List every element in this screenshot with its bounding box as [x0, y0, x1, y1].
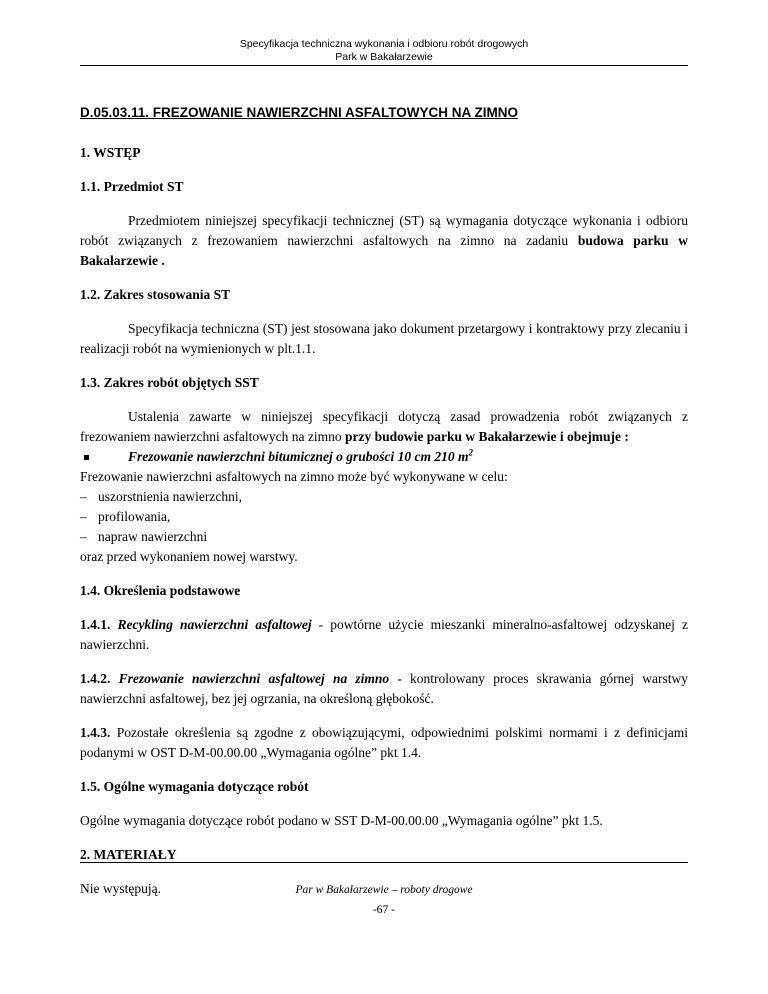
document-body	[80, 103, 688, 913]
definition-text: Pozostałe określenia są zgodne z obowiązującymi, odpowiednimi polskimi normami i z definicjami podanymi w OST D-M-00.00.00 „Wymagania ogólne” pkt 1.4.	[80, 725, 688, 760]
section-1-1-project-name: budowa parku w Bakałarzewie .	[80, 233, 688, 268]
page-number: -67 -	[372, 904, 396, 916]
section-1-1-paragraph	[80, 211, 688, 271]
square-bullet-icon	[84, 455, 89, 460]
header-line-2: Park w Bakałarzewie	[335, 51, 433, 63]
header-line-1: Specyfikacja techniczna wykonania i odbioru robót drogowych	[239, 38, 529, 50]
definition-number: 1.4.2.	[80, 671, 119, 686]
page-footer	[80, 880, 688, 920]
definition-1-4-1	[80, 615, 688, 655]
page-header	[80, 38, 688, 64]
scope-bullet-text: Frezowanie nawierzchni bitumicznej o grubości 10 cm 210 m	[128, 449, 469, 464]
definition-number: 1.4.3.	[80, 725, 111, 740]
section-1-3-text: Ustalenia zawarte w niniejszej specyfikacji dotyczą zasad prowadzenia robót związanych z frezowaniem nawierzchni asfaltowych na zimno	[80, 409, 688, 444]
list-item	[80, 527, 688, 547]
list-item	[80, 507, 688, 527]
dash-bullet-icon: –	[80, 529, 87, 544]
scope-bullet-item	[80, 447, 688, 467]
header-divider	[80, 65, 688, 66]
definition-term: Recykling nawierzchni asfaltowej	[117, 617, 312, 632]
definition-1-4-2	[80, 669, 688, 709]
definition-term: Frezowanie nawierzchni asfaltowej na zimno	[118, 671, 390, 686]
list-item-text: profilowania,	[98, 509, 171, 524]
section-1-5-paragraph: Ogólne wymagania dotyczące robót podano w SST D-M-00.00.00 „Wymagania ogólne” pkt 1.5.	[80, 813, 603, 828]
dash-bullet-icon: –	[80, 489, 87, 504]
section-1-3-scope: przy budowie parku w Bakałarzewie i obejmuje :	[345, 429, 629, 444]
dash-bullet-icon: –	[80, 509, 87, 524]
footer-title: Par w Bakałarzewie – roboty drogowe	[295, 884, 473, 896]
list-item	[80, 487, 688, 507]
footer-divider	[80, 862, 688, 863]
definition-number: 1.4.1.	[80, 617, 118, 632]
definition-text: - powtórne użycie mieszanki mineralno-asfaltowej odzyskanej z nawierzchni.	[80, 617, 688, 652]
definition-1-4-3	[80, 723, 688, 763]
section-1-3-paragraph	[80, 407, 688, 447]
scope-bullet-sup: 2	[468, 447, 474, 458]
purpose-intro: Frezowanie nawierzchni asfaltowych na zimno może być wykonywane w celu:	[80, 469, 508, 484]
section-1-2-paragraph: Specyfikacja techniczna (ST) jest stosowana jako dokument przetargowy i kontraktowy przy zlecaniu i realizacji robót na wymienionych w plt.1.1.	[80, 321, 688, 356]
section-1-2-heading: 1.2. Zakres stosowania ST	[80, 287, 231, 302]
section-1-heading: 1. WSTĘP	[80, 145, 141, 160]
section-1-4-heading: 1.4. Określenia podstawowe	[80, 583, 241, 598]
list-item-text: napraw nawierzchni	[98, 529, 208, 544]
section-1-1-heading: 1.1. Przedmiot ST	[80, 179, 184, 194]
definition-text: - kontrolowany proces skrawania górnej warstwy nawierzchni asfaltowej, bez jej ogrzania, na określoną głębokość.	[80, 671, 688, 706]
document-title: D.05.03.11. FREZOWANIE NAWIERZCHNI ASFALTOWYCH NA ZIMNO	[80, 105, 519, 120]
section-2-heading: 2. MATERIAŁY	[80, 847, 177, 862]
section-1-1-text: Przedmiotem niniejszej specyfikacji technicznej (ST) są wymagania dotyczące wykonania i odbioru robót związanych z frezowaniem nawierzchni asfaltowych na zimno na zadaniu	[80, 213, 688, 248]
list-item-text: uszorstnienia nawierzchni,	[98, 489, 242, 504]
purpose-outro: oraz przed wykonaniem nowej warstwy.	[80, 549, 298, 564]
section-1-3-heading: 1.3. Zakres robót objętych SST	[80, 375, 259, 390]
section-2-paragraph: Nie występują.	[80, 881, 161, 896]
section-1-5-heading: 1.5. Ogólne wymagania dotyczące robót	[80, 779, 309, 794]
